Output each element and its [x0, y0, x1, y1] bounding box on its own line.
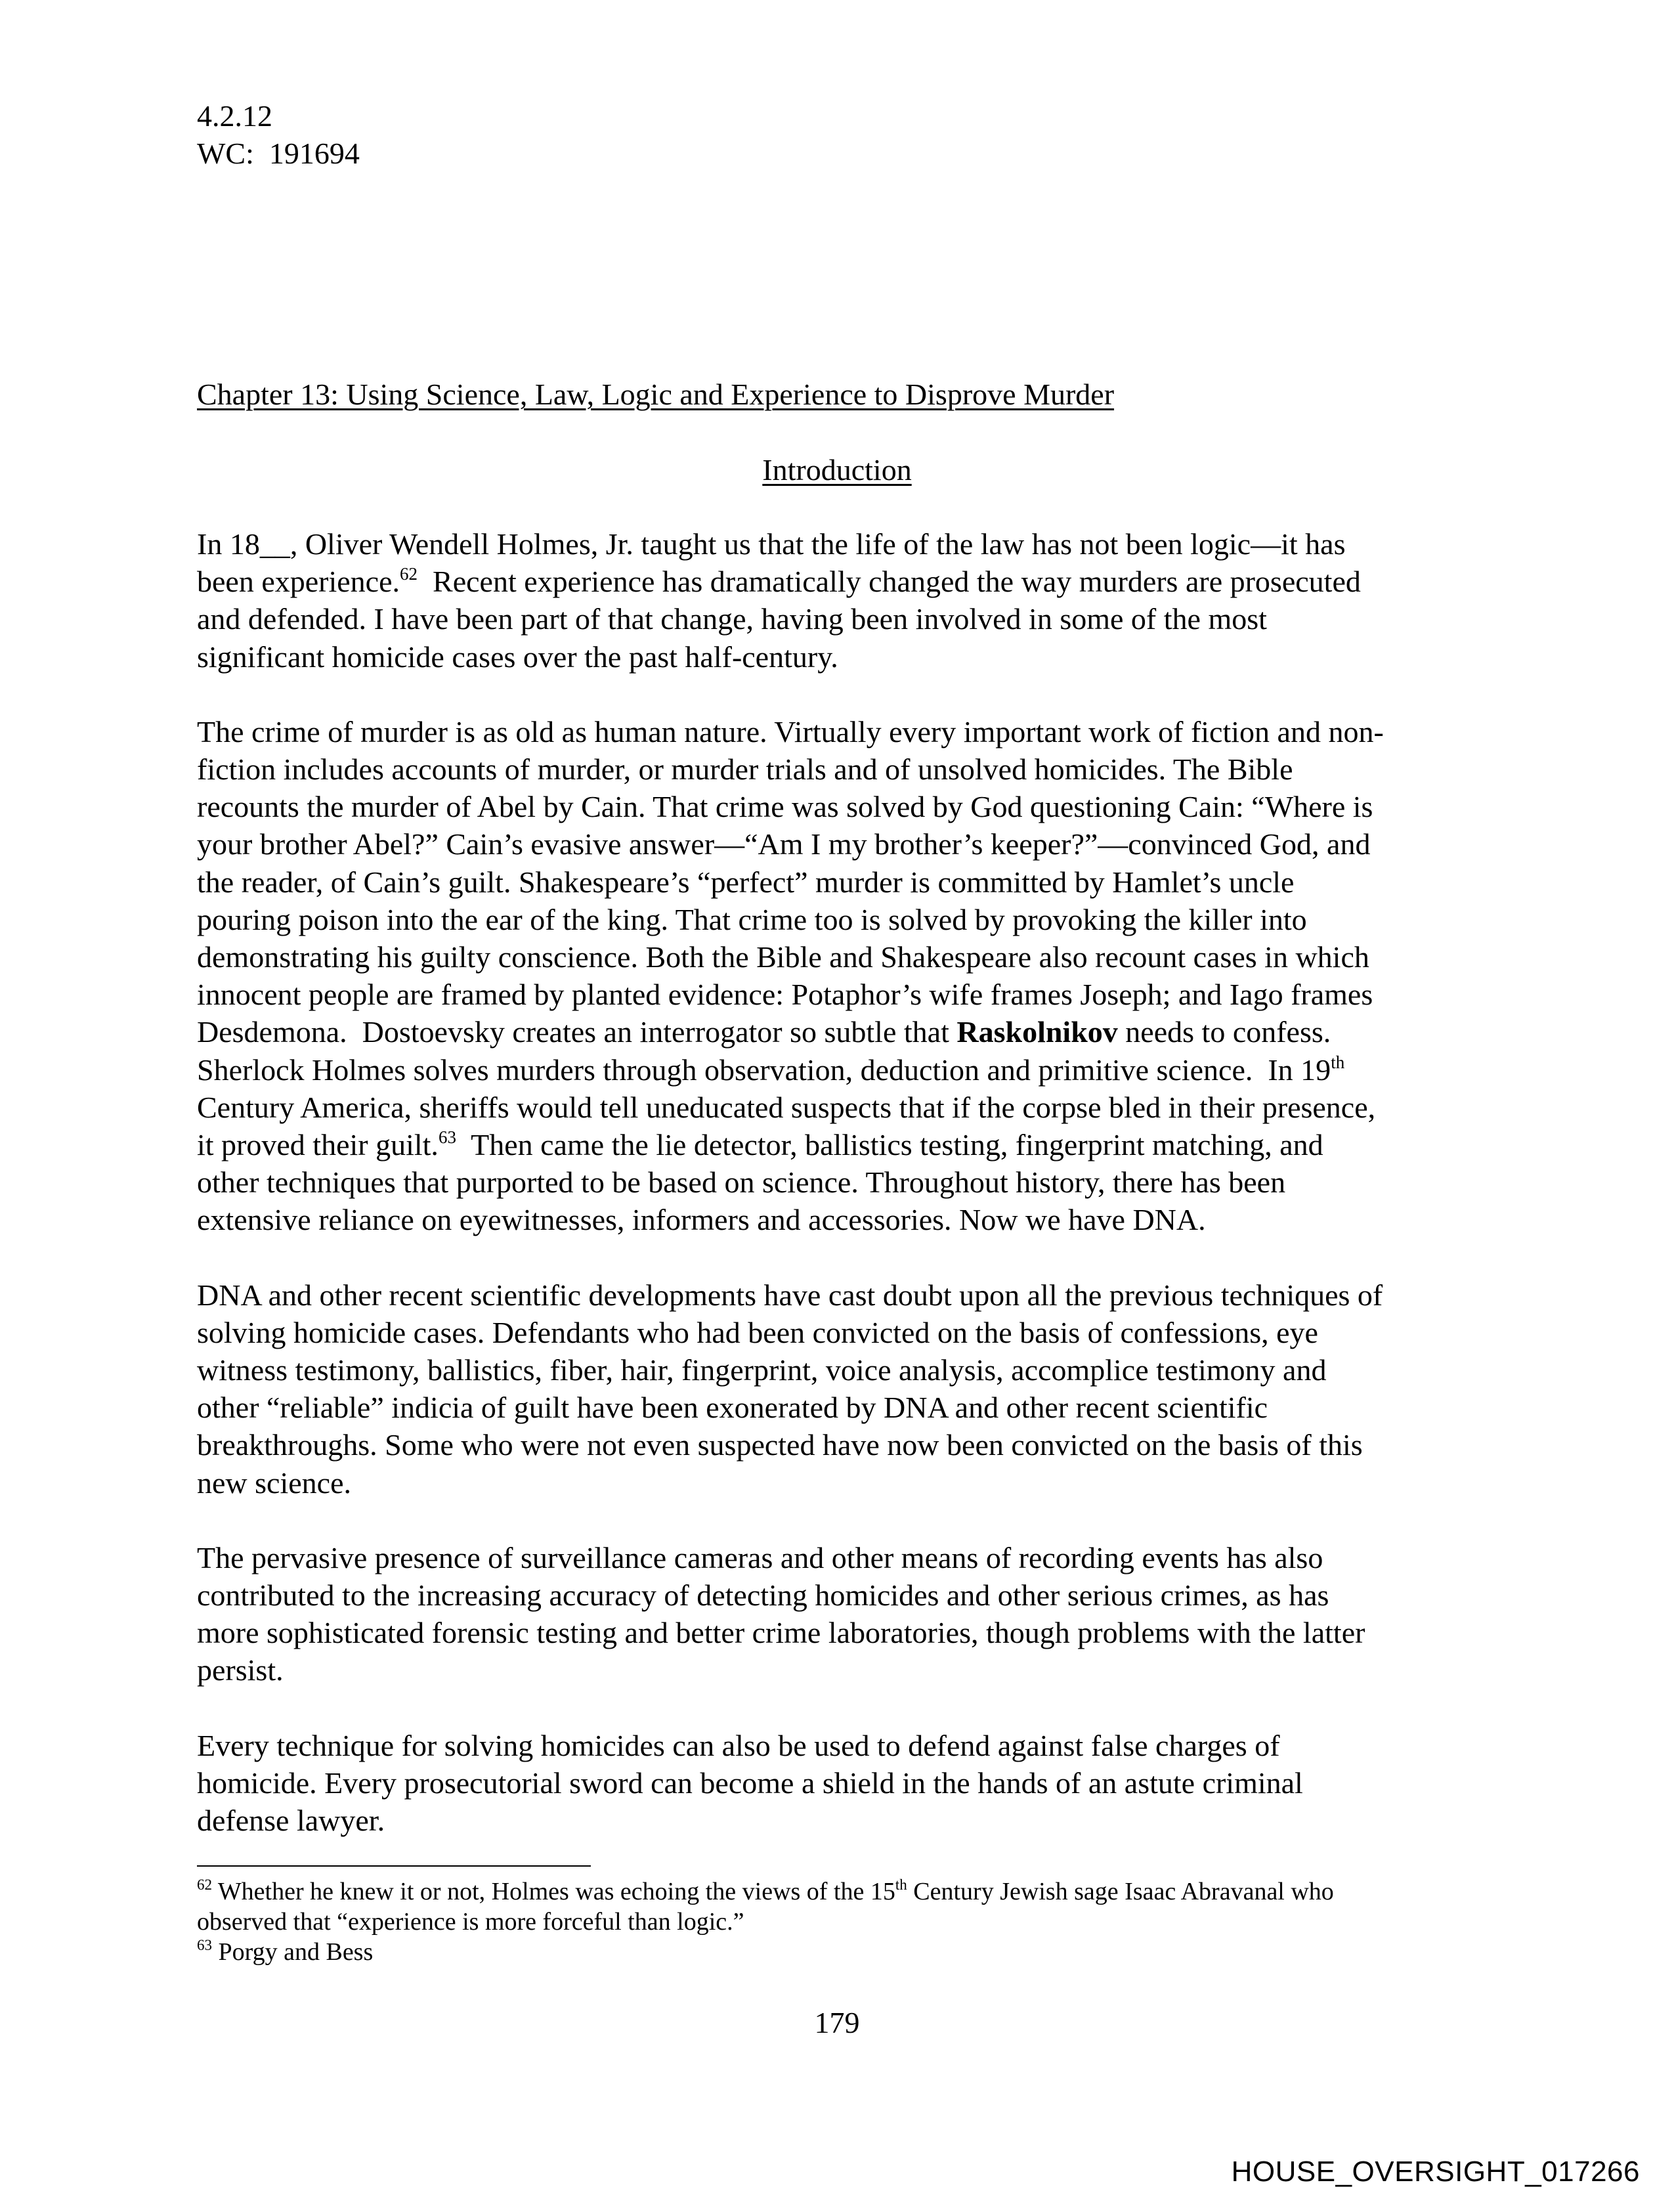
- bold-name-raskolnikov: Raskolnikov: [956, 1015, 1118, 1049]
- text-line: other “reliable” indicia of guilt have been exonerated by DNA and other recent scientific: [197, 1391, 1268, 1425]
- body-text: [197, 525, 1503, 1876]
- footnote-ref-62[interactable]: 62: [400, 564, 418, 584]
- text-line: other techniques that purported to be based on science. Throughout history, there has been: [197, 1165, 1286, 1200]
- paragraph-2: [197, 713, 1503, 1239]
- section-title-introduction: Introduction: [762, 453, 912, 487]
- text-line: significant homicide cases over the past half-century.: [197, 640, 838, 674]
- page-number: 179: [814, 2006, 860, 2039]
- paragraph-3: [197, 1276, 1503, 1502]
- section-heading: [0, 451, 1674, 488]
- text-line: been experience.$^{62}$ Recent experience has dramatically changed the way murders are prosecuted: [197, 564, 1361, 599]
- text-line: pouring poison into the ear of the king. That crime too is solved by provoking the killer into: [197, 902, 1307, 936]
- paragraph-4: [197, 1539, 1503, 1689]
- word-count: [197, 135, 360, 172]
- text-line: The crime of murder is as old as human nature. Virtually every important work of fiction and non-: [197, 714, 1384, 748]
- text-line: Sherlock Holmes solves murders through observation, deduction and primitive science. In 19th: [197, 1052, 1345, 1087]
- word-count-value: 191694: [268, 137, 360, 170]
- text-line: The pervasive presence of surveillance cameras and other means of recording events has also: [197, 1540, 1323, 1574]
- text-line: fiction includes accounts of murder, or murder trials and of unsolved homicides. The Bible: [197, 752, 1293, 787]
- text-line: it proved their guilt.$^{63}$ Then came the lie detector, ballistics testing, fingerprint matching, and: [197, 1127, 1323, 1162]
- ordinal-suffix: th: [895, 1876, 907, 1893]
- text-line: extensive reliance on eyewitnesses, informers and accessories. Now we have DNA.: [197, 1203, 1206, 1237]
- ordinal-suffix: th: [1331, 1052, 1345, 1072]
- text-line: your brother Abel?” Cain’s evasive answer—“Am I my brother’s keeper?”—convinced God, and: [197, 827, 1371, 861]
- paragraph-1: [197, 525, 1503, 676]
- footnote-number: 62: [197, 1876, 212, 1893]
- text-line: the reader, of Cain’s guilt. Shakespeare’s “perfect” murder is committed by Hamlet’s uncle: [197, 865, 1295, 899]
- text-line: solving homicide cases. Defendants who had been convicted on the basis of confessions, eye: [197, 1315, 1318, 1349]
- chapter-title: Chapter 13: Using Science, Law, Logic and Experience to Disprove Murder: [197, 378, 1115, 411]
- word-count-label: WC:: [197, 137, 254, 170]
- text-line: more sophisticated forensic testing and better crime laboratories, though problems with the latter: [197, 1616, 1365, 1650]
- document-header: [197, 97, 360, 172]
- text-line: and defended. I have been part of that change, having been involved in some of the most: [197, 602, 1267, 636]
- text-line: homicide. Every prosecutorial sword can become a shield in the hands of an astute criminal: [197, 1766, 1303, 1800]
- text-line: Desdemona. Dostoevsky creates an interrogator so subtle that Raskolnikov needs to confess.: [197, 1015, 1331, 1049]
- text-line: recounts the murder of Abel by Cain. That crime was solved by God questioning Cain: “Where is: [197, 790, 1373, 824]
- text-line: contributed to the increasing accuracy of detecting homicides and other serious crimes, as has: [197, 1578, 1329, 1613]
- footnotes: [197, 1876, 1503, 1967]
- text-line: DNA and other recent scientific developments have cast doubt upon all the previous techniques of: [197, 1278, 1383, 1312]
- text-line: In 18__, Oliver Wendell Holmes, Jr. taught us that the life of the law has not been logic—it has: [197, 527, 1346, 561]
- draft-date: 4.2.12: [197, 99, 272, 133]
- footnote-number: 63: [197, 1937, 212, 1953]
- text-line: new science.: [197, 1465, 351, 1500]
- text-line: breakthroughs. Some who were not even suspected have now been convicted on the basis of this: [197, 1428, 1363, 1462]
- footnote-62: [197, 1876, 1503, 1937]
- paragraph-5: [197, 1727, 1503, 1840]
- text-line: demonstrating his guilty conscience. Both the Bible and Shakespeare also recount cases in which: [197, 940, 1369, 974]
- text-line: observed that “experience is more forceful than logic.”: [197, 1908, 744, 1936]
- footnote-63: [197, 1937, 1503, 1967]
- text-line: defense lawyer.: [197, 1804, 385, 1838]
- text-line: innocent people are framed by planted evidence: Potaphor’s wife frames Joseph; and Iago frames: [197, 978, 1373, 1012]
- text-line: witness testimony, ballistics, fiber, hair, fingerprint, voice analysis, accomplice testimony and: [197, 1353, 1327, 1387]
- bates-stamp: HOUSE_OVERSIGHT_017266: [1231, 2156, 1640, 2188]
- text-line: Every technique for solving homicides can also be used to defend against false charges of: [197, 1728, 1280, 1762]
- footnote-ref-63[interactable]: 63: [438, 1127, 456, 1148]
- text-line: $^{63}$ Porgy and Bess: [197, 1937, 374, 1966]
- footnote-separator: [197, 1865, 591, 1867]
- text-line: $^{62}$ Whether he knew it or not, Holmes was echoing the views of the 15th Century Jewish sage Isaac Abravanal who: [197, 1876, 1334, 1905]
- text-line: Century America, sheriffs would tell uneducated suspects that if the corpse bled in their presence,: [197, 1090, 1376, 1124]
- text-line: persist.: [197, 1653, 284, 1687]
